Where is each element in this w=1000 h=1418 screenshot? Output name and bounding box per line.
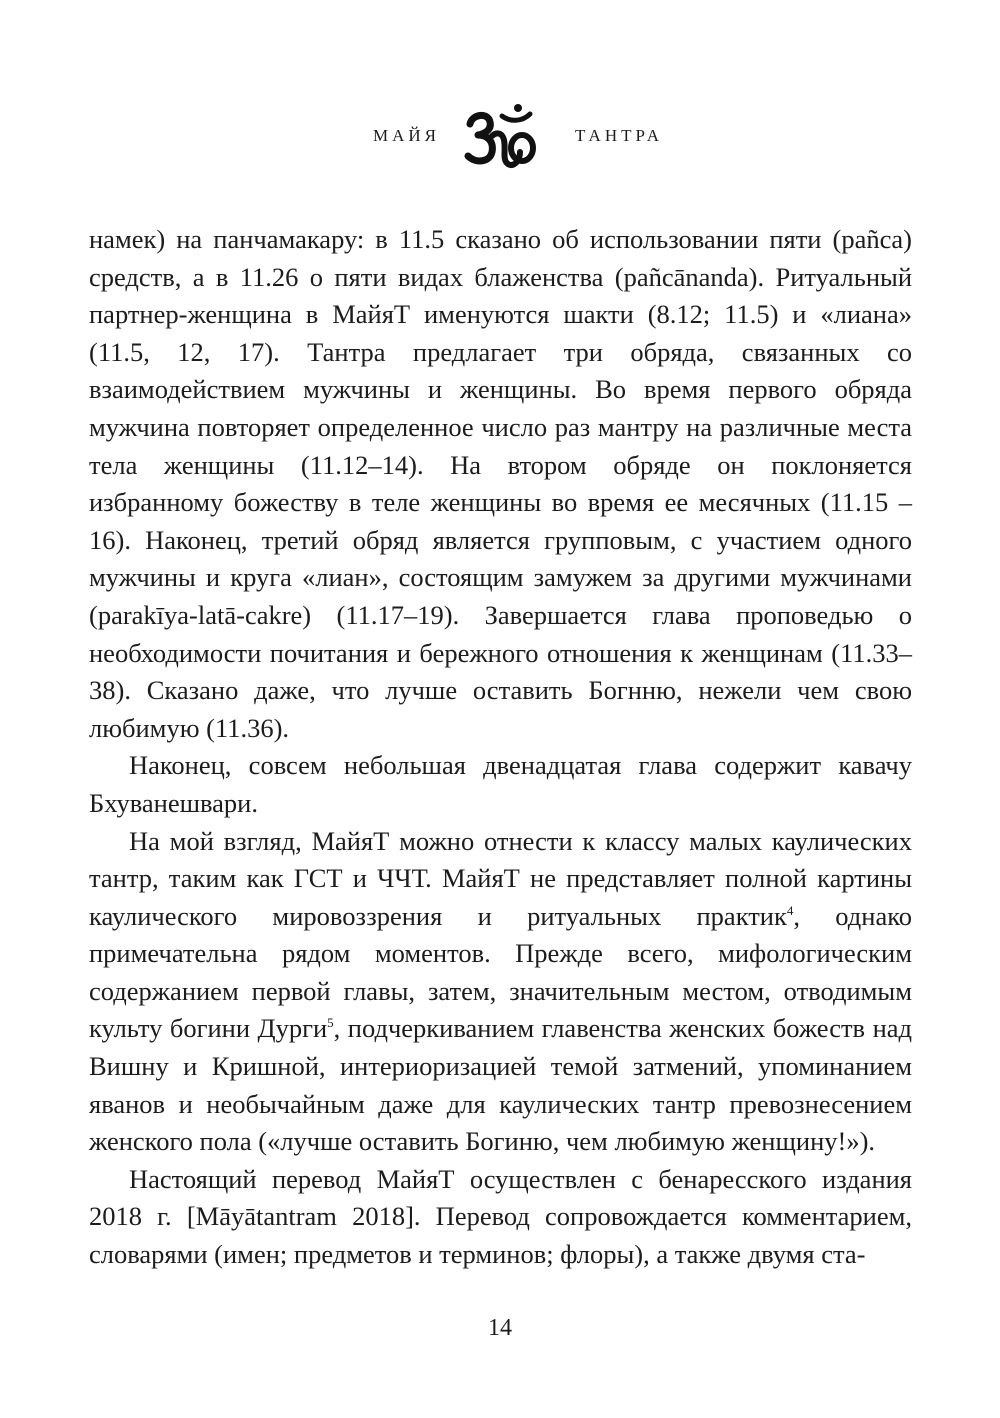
running-head-left: МАЙЯ <box>372 126 440 145</box>
footnote-ref-4[interactable]: 4 <box>786 902 794 918</box>
paragraph-4: Настоящий перевод МайяТ осуществлен с бенаресского издания 2018 г. [Māyātantram 2018]. Перевод сопровождается комментарием, словарями (имен; предметов и терминов; флоры), а также двумя ста- <box>89 1163 912 1270</box>
main-text <box>89 221 912 1274</box>
page-number: 14 <box>488 1315 512 1341</box>
paragraph-3-segment-2: , однако примечательна рядом моментов. Прежде всего, мифологическим содержанием первой главы, затем, значительным местом, отводимым культу богини Дурги <box>89 900 912 1044</box>
paragraph-2: Наконец, совсем небольшая двенадцатая глава содержит кавачу Бхуванешвари. <box>89 750 912 818</box>
paragraph-3-segment-3: , подчеркиванием главенства женских божеств над Вишну и Кришной, интериоризацией темой затмений, упоминанием яванов и необычайным даже для каулических тантр превознесением женского пола («лучше оставить Богиню, чем любимую женщину!»). <box>89 1013 912 1157</box>
running-head <box>0 96 1000 176</box>
paragraph-3-segment-1: На мой взгляд, МайяТ можно отнести к классу малых каулических тантр, таким как ГСТ и ЧЧТ. МайяТ не представляет полной картины каулического мировоззрения и ритуальных практик <box>89 825 912 931</box>
footnote-ref-5[interactable]: 5 <box>327 1015 334 1031</box>
paragraph-1: намек) на панчамакару: в 11.5 сказано об использовании пяти (pañca) средств, а в 11.26 о пяти видах блаженства (pañcānanda). Ритуальный партнер-женщина в МайяТ именуются шакти (8.12; 11.5) и «лиана» (11.5, 12, 17). Тантра предлагает три обряда, связанных со взаимодействием мужчины и женщины. Во время первого обряда мужчина повторяет определенное число раз мантру на различные места тела женщины (11.12–14). На втором обряде он поклоняется избранному божеству в теле женщины во время ее месячных (11.15 –16). Наконец, третий обряд является групповым, с участием одного мужчины и круга «лиан», состоящим замужем за другими мужчинами (parakīya-latā-cakre) (11.17–19). Завершается глава проповедью о необходимости почитания и бережного отношения к женщинам (11.33–38). Сказано даже, что лучше оставить Богнню, нежели чем свою любимую (11.36). <box>89 224 912 743</box>
om-icon <box>462 102 538 172</box>
running-head-right: ТАНТРА <box>575 126 664 145</box>
paragraph-3 <box>89 823 912 1161</box>
